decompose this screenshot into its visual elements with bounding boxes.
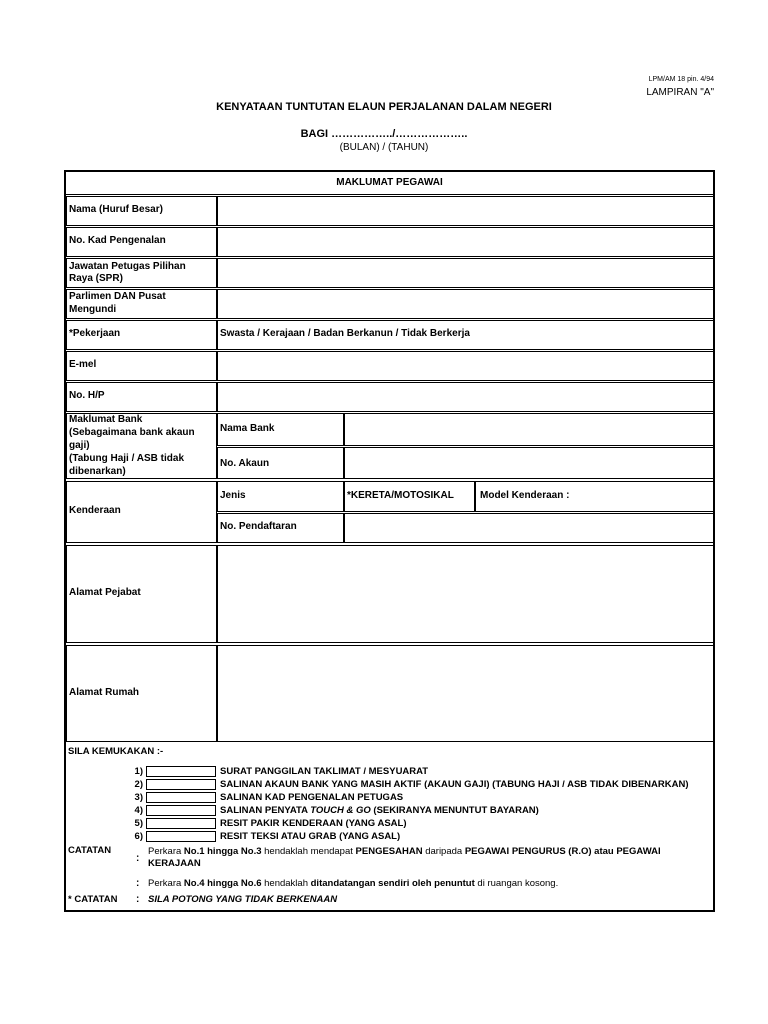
- alamat-rumah-field[interactable]: [217, 645, 714, 742]
- item-text: SALINAN AKAUN BANK YANG MASIH AKTIF (AKAUN GAJI) (TABUNG HAJI / ASB TIDAK DIBENARKAN): [220, 779, 689, 790]
- hp-label: No. H/P: [69, 390, 105, 401]
- note-text: hendaklah mendapat: [261, 846, 356, 857]
- jawatan-label-line2: Raya (SPR): [69, 273, 123, 284]
- item-text: RESIT PAKIR KENDERAAN (YANG ASAL): [220, 818, 407, 829]
- star-catatan-colon: :: [136, 894, 140, 905]
- hp-field[interactable]: [217, 382, 714, 412]
- model-kenderaan-label: Model Kenderaan :: [480, 490, 570, 501]
- bank-label-line2: (Sebagaimana bank akaun: [69, 427, 195, 438]
- kenderaan-label: Kenderaan: [69, 505, 121, 516]
- jawatan-label-line1: Jawatan Petugas Pilihan: [69, 261, 186, 272]
- emel-label: E-mel: [69, 359, 97, 370]
- document-title: KENYATAAN TUNTUTAN ELAUN PERJALANAN DALAM NEGERI: [216, 101, 552, 113]
- note-text: daripada: [422, 846, 465, 857]
- item-checkbox[interactable]: [146, 805, 216, 816]
- note-text: hendaklah: [261, 878, 311, 889]
- no-pendaftaran-label: No. Pendaftaran: [220, 521, 297, 532]
- note-text: Perkara: [148, 878, 184, 889]
- parlimen-label-line2: Mengundi: [69, 304, 117, 315]
- item-checkbox[interactable]: [146, 831, 216, 842]
- bank-label-line4: (Tabung Haji / ASB tidak: [69, 453, 185, 464]
- star-catatan-label: * CATATAN: [68, 894, 118, 905]
- catatan-colon-2: :: [136, 878, 140, 889]
- note-bold: No.1 hingga No.3: [183, 846, 262, 857]
- item-text-part: SALINAN PENYATA: [220, 805, 311, 816]
- note-bold: PENGESAHAN: [355, 846, 423, 857]
- item-text: SALINAN KAD PENGENALAN PETUGAS: [220, 792, 404, 803]
- nama-label: Nama (Huruf Besar): [69, 204, 163, 215]
- bank-label-line1: Maklumat Bank: [69, 414, 143, 425]
- bank-label-line3: gaji): [69, 440, 90, 451]
- no-pendaftaran-field[interactable]: [344, 513, 714, 543]
- item-number: 5): [134, 818, 143, 829]
- jawatan-field[interactable]: [217, 258, 714, 288]
- note-bold: No.4 hingga No.6: [183, 878, 262, 889]
- catatan-note-1: [148, 846, 708, 870]
- note-bold: KERAJAAN: [148, 858, 201, 869]
- item-number: 3): [134, 792, 143, 803]
- nama-bank-field[interactable]: [344, 413, 714, 446]
- parlimen-label-line1: Parlimen DAN Pusat: [69, 291, 166, 302]
- note-bold: PEGAWAI PENGURUS (R.O) atau PEGAWAI: [464, 846, 661, 857]
- note-bold: ditandatangan sendiri oleh penuntut: [310, 878, 475, 889]
- bulan-tahun-caption: (BULAN) / (TAHUN): [339, 142, 429, 153]
- item-checkbox[interactable]: [146, 792, 216, 803]
- item-text-part: (SEKIRANYA MENUNTUT BAYARAN): [370, 805, 539, 816]
- item-number: 2): [134, 779, 143, 790]
- form-reference-code: LPM/AM 18 pin. 4/94: [648, 76, 714, 83]
- pekerjaan-options[interactable]: Swasta / Kerajaan / Badan Berkanun / Tidak Berkerja: [220, 328, 470, 339]
- note-text: Perkara: [148, 846, 184, 857]
- bagi-period-line: BAGI ……………../………………..: [300, 128, 468, 140]
- item-text: RESIT TEKSI ATAU GRAB (YANG ASAL): [220, 831, 401, 842]
- catatan-note-2: [148, 878, 708, 890]
- section-title: MAKLUMAT PEGAWAI: [66, 172, 713, 195]
- item-checkbox[interactable]: [146, 779, 216, 790]
- catatan-colon: :: [136, 853, 140, 864]
- item-number: 1): [134, 766, 143, 777]
- alamat-pejabat-field[interactable]: [217, 545, 714, 643]
- jenis-label: Jenis: [220, 490, 246, 501]
- item-text: [220, 805, 539, 816]
- emel-field[interactable]: [217, 351, 714, 381]
- alamat-pejabat-label: Alamat Pejabat: [69, 587, 141, 598]
- kereta-motosikal-option[interactable]: *KERETA/MOTOSIKAL: [347, 490, 454, 501]
- no-akaun-label: No. Akaun: [220, 458, 270, 469]
- star-catatan-text: SILA POTONG YANG TIDAK BERKENAAN: [148, 894, 338, 905]
- nama-bank-label: Nama Bank: [220, 423, 275, 434]
- parlimen-field[interactable]: [217, 289, 714, 319]
- ic-label: No. Kad Pengenalan: [69, 235, 166, 246]
- sila-kemukakan-heading: SILA KEMUKAKAN :-: [68, 746, 164, 757]
- ic-field[interactable]: [217, 227, 714, 257]
- item-checkbox[interactable]: [146, 818, 216, 829]
- touch-go-text: TOUCH & GO: [310, 805, 371, 816]
- lampiran-label: LAMPIRAN "A": [646, 87, 714, 98]
- no-akaun-field[interactable]: [344, 447, 714, 479]
- alamat-rumah-label: Alamat Rumah: [69, 687, 140, 698]
- pekerjaan-label: *Pekerjaan: [69, 328, 121, 339]
- bank-label-line5: dibenarkan): [69, 466, 126, 477]
- item-text: SURAT PANGGILAN TAKLIMAT / MESYUARAT: [220, 766, 429, 777]
- nama-field[interactable]: [217, 196, 714, 226]
- item-number: 4): [134, 805, 143, 816]
- note-text: di ruangan kosong.: [474, 878, 559, 889]
- item-number: 6): [134, 831, 143, 842]
- catatan-label: CATATAN: [68, 845, 112, 856]
- item-checkbox[interactable]: [146, 766, 216, 777]
